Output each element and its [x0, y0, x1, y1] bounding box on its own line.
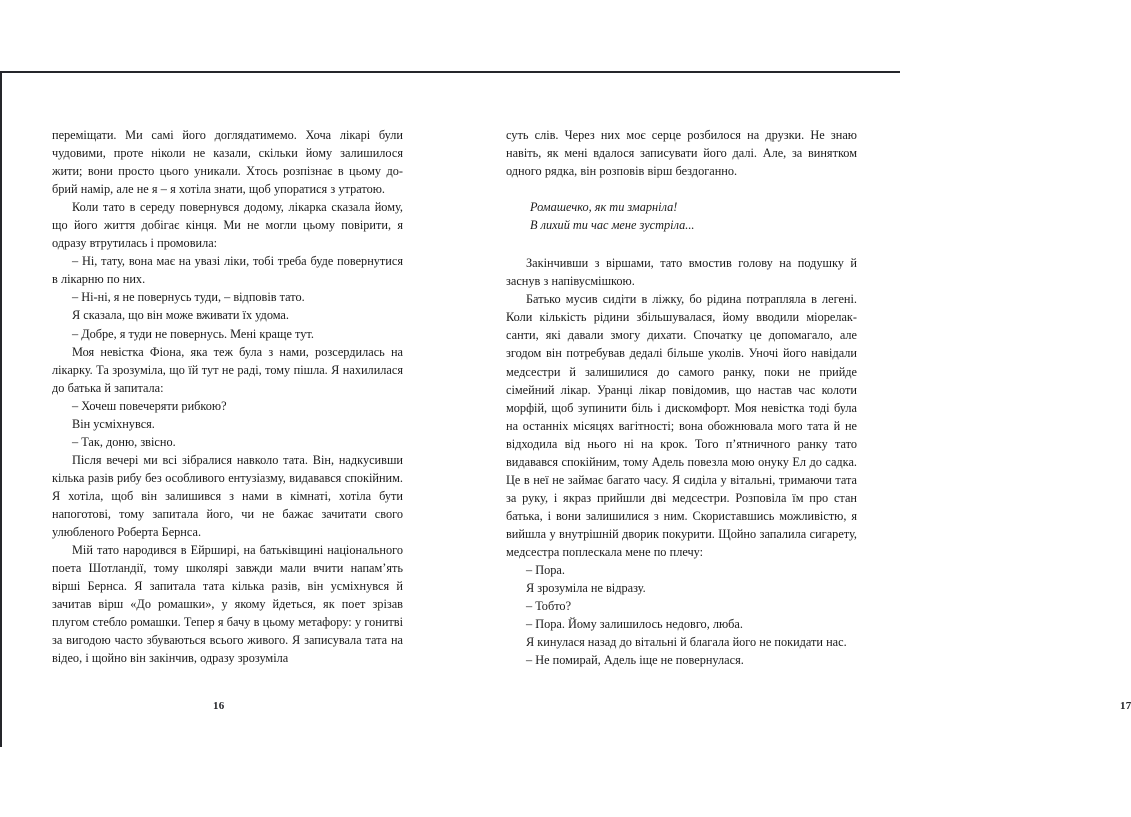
- dialogue-line: – Так, доню, звісно.: [72, 434, 176, 449]
- right-page: [450, 0, 1131, 817]
- dialogue-line: Я кинулася назад до вітальні й благала його не покидати нас.: [526, 635, 847, 650]
- dialogue-line: Я зрозуміла не відразу.: [526, 581, 646, 596]
- dialogue-line: – Пора. Йому залишилось недовго, люба.: [526, 617, 743, 632]
- verse-line: Ромашечко, як ти змарніла!: [530, 200, 678, 215]
- left-page-number: 16: [213, 700, 225, 712]
- body-paragraph: суть слів. Через них моє серце розбилося на друзки. Не знаю навіть, як мені вдалося записувати його далі. Але, за винятком одного рядка, він розповів вірш бездоганно.: [506, 128, 857, 179]
- right-page-number: 17: [1120, 700, 1131, 712]
- verse-spacer: [506, 180, 857, 198]
- verse-block: [506, 198, 857, 234]
- dialogue-line: Він усміхнувся.: [72, 416, 155, 431]
- body-paragraph: Моя невістка Фіона, яка теж була з нами, розсердилась на лікарку. Та зрозуміла, що їй тут не раді, тому пішла. Я нахилилася до батька й запитала:: [52, 344, 403, 395]
- left-page: [0, 0, 450, 817]
- body-paragraph: – Ні, тату, вона має на увазі ліки, тобі треба буде повернутися в лікарню по них.: [52, 254, 403, 287]
- body-paragraph: Мій тато народився в Ейрширі, на батьківщині національного поета Шотландії, тому школярі завжди мали вчити напам’ять вірші Бернса. Я запитала тата кілька разів, він усміхнувся й зачитав вірш «До ромашки», у якому йдеться, як поет зрізав плугом стебло ромашки. Тепер я бачу в цьому метафору: у гонитві за вигодою часто збуваються всього живого. Я записувала тата на відео, і щойно він закінчив, одразу зрозуміла: [52, 543, 403, 666]
- right-page-text-column: [506, 126, 857, 669]
- body-paragraph: переміщати. Ми самі його доглядатимемо. Хоча лікарі були чудовими, проте ніколи не казали, скільки йому залишилося жити; вони просто цього уникали. Хтось розпізнає в цьому добрий намір, але не я – я хотіла знати, щоб упоратися з утратою.: [52, 128, 403, 197]
- dialogue-line: – Хочеш повечеряти рибкою?: [72, 398, 227, 413]
- body-paragraph: Коли тато в середу повернувся додому, лікарка сказала йому, що його життя добігає кінця. Ми не могли цьому повірити, я одразу втрутилась і промовила:: [52, 200, 403, 251]
- body-paragraph: Батько мусив сидіти в ліжку, бо рідина потрапляла в легені. Коли кількість рідини збільшувалася, йому вводили міорелаксанти, які давали змогу дихати. Спочатку це допомагало, але згодом він потребував дедалі більше уколів. Уночі його навідали медсестри й залишилися до самого ранку, поки не прийде сімейний лікар. Уранці лікар повідомив, що настав час колоти морфій, щоб зупинити біль і дискомфорт. Моя невістка тоді була на останніх місяцях вагітності; вона обожнювала мого тата й не відходила від нього ні на крок. Того п’ятничного ранку тато видавався спокійним, тому Адель повезла мою онуку Ел до садка. Це в неї не займає багато часу. Я сиділа у вітальні, тримаючи тата за руку, і якраз прийшли дві медсестри. Розповіла їм про стан батька, і вони залишилися з ним. Скориставшись можливістю, я вийшла у внутрішній дворик покурити. Щойно запалила сигарету, медсестра поплескала мене по плечу:: [506, 292, 857, 559]
- dialogue-line: – Тобто?: [526, 599, 572, 614]
- dialogue-line: – Не помирай, Адель іще не повернулася.: [526, 653, 744, 668]
- dialogue-line: Я сказала, що він може вживати їх удома.: [72, 308, 289, 323]
- left-page-text-column: [52, 126, 403, 667]
- verse-spacer: [506, 234, 857, 254]
- dialogue-line: – Ні-ні, я не повернусь туди, – відповів тато.: [72, 290, 305, 305]
- dialogue-line: – Добре, я туди не повернусь. Мені краще тут.: [72, 326, 314, 341]
- body-paragraph: Після вечері ми всі зібралися навколо тата. Він, надкусивши кілька разів рибу без особливого ентузіазму, видавався спокійним. Я хотіла, щоб він залишився з нами в кімнаті, хотіла бути напоготові, тому запитала його, чи не бажає зачитати свого улюбленого Роберта Бернса.: [52, 452, 403, 540]
- body-paragraph: Закінчивши з віршами, тато вмостив голову на подушку й заснув з напівусмішкою.: [506, 256, 857, 289]
- verse-line: В лихий ти час мене зустріла...: [530, 218, 695, 233]
- dialogue-line: – Пора.: [526, 563, 565, 578]
